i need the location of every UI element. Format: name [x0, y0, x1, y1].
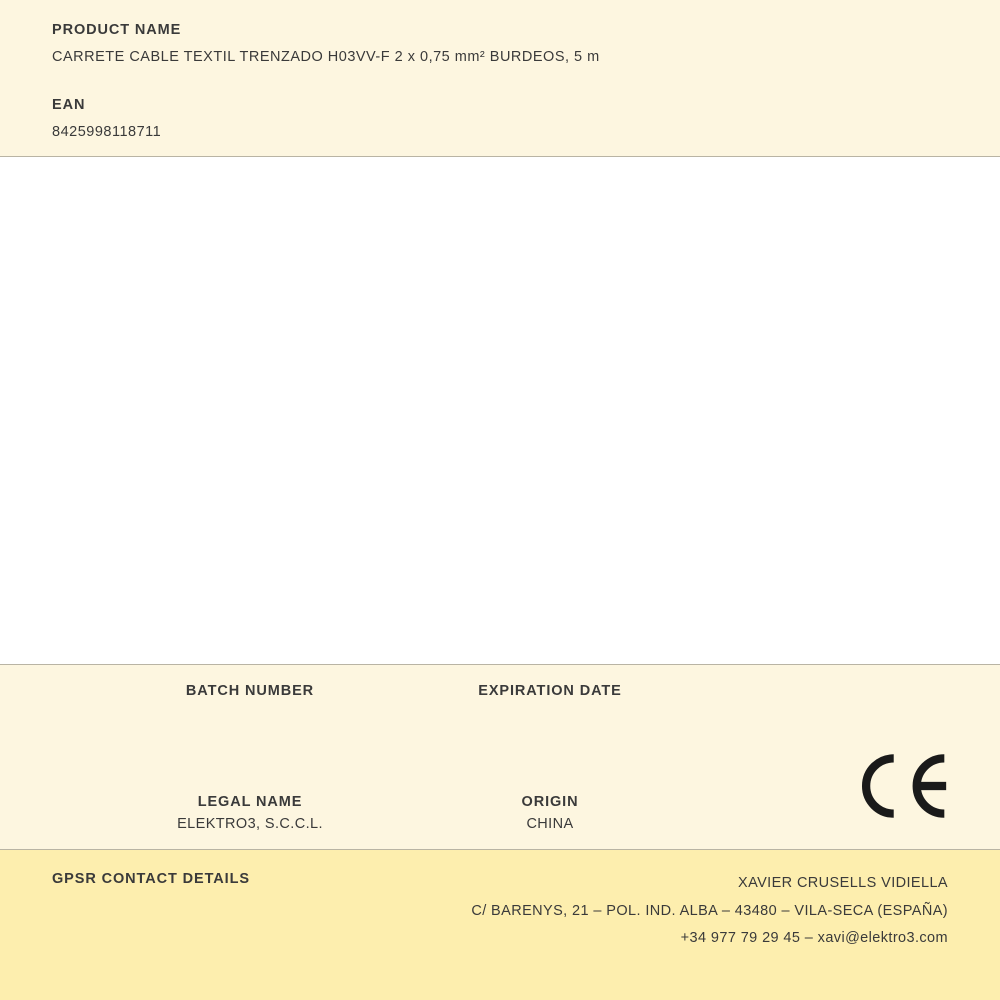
- traceability-row-batch: [0, 683, 1000, 722]
- traceability-block: [0, 665, 1000, 850]
- legal-name-cell: [100, 794, 400, 833]
- legal-name-label: LEGAL NAME: [197, 794, 303, 810]
- ce-marking-icon: [856, 751, 948, 821]
- gpsr-contact-lines: [471, 870, 948, 953]
- product-identification-block: [0, 0, 1000, 157]
- gpsr-contact-name: XAVIER CRUSELLS VIDIELLA: [738, 875, 948, 891]
- product-image-area: [0, 157, 1000, 665]
- batch-number-cell: [100, 683, 400, 722]
- origin-cell: [400, 794, 700, 833]
- expiration-date-label: EXPIRATION DATE: [478, 683, 622, 699]
- ean-label: EAN: [52, 97, 86, 113]
- product-name-value: CARRETE CABLE TEXTIL TRENZADO H03VV-F 2 x 0,75 mm² BURDEOS, 5 m: [52, 49, 600, 65]
- ean-value: 8425998118711: [52, 124, 162, 140]
- legal-name-value: ELEKTRO3, S.C.C.L.: [177, 816, 323, 832]
- expiration-date-cell: [400, 683, 700, 722]
- traceability-row-legal: [0, 794, 1000, 833]
- product-name-label: PRODUCT NAME: [52, 22, 182, 38]
- gpsr-contact-phone-email: +34 977 79 29 45 – xavi@elektro3.com: [680, 930, 948, 947]
- ean-field: [52, 97, 948, 140]
- product-name-field: [52, 22, 948, 65]
- gpsr-contact-address: C/ BARENYS, 21 – POL. IND. ALBA – 43480 – VILA-SECA (ESPAÑA): [471, 902, 948, 919]
- origin-value: CHINA: [526, 816, 574, 832]
- batch-number-label: BATCH NUMBER: [185, 683, 315, 699]
- origin-label: ORIGIN: [521, 794, 579, 810]
- expiration-date-value: [400, 705, 700, 722]
- gpsr-title: GPSR CONTACT DETAILS: [52, 871, 250, 887]
- batch-number-value: [100, 705, 400, 722]
- gpsr-contact-block: [0, 850, 1000, 1000]
